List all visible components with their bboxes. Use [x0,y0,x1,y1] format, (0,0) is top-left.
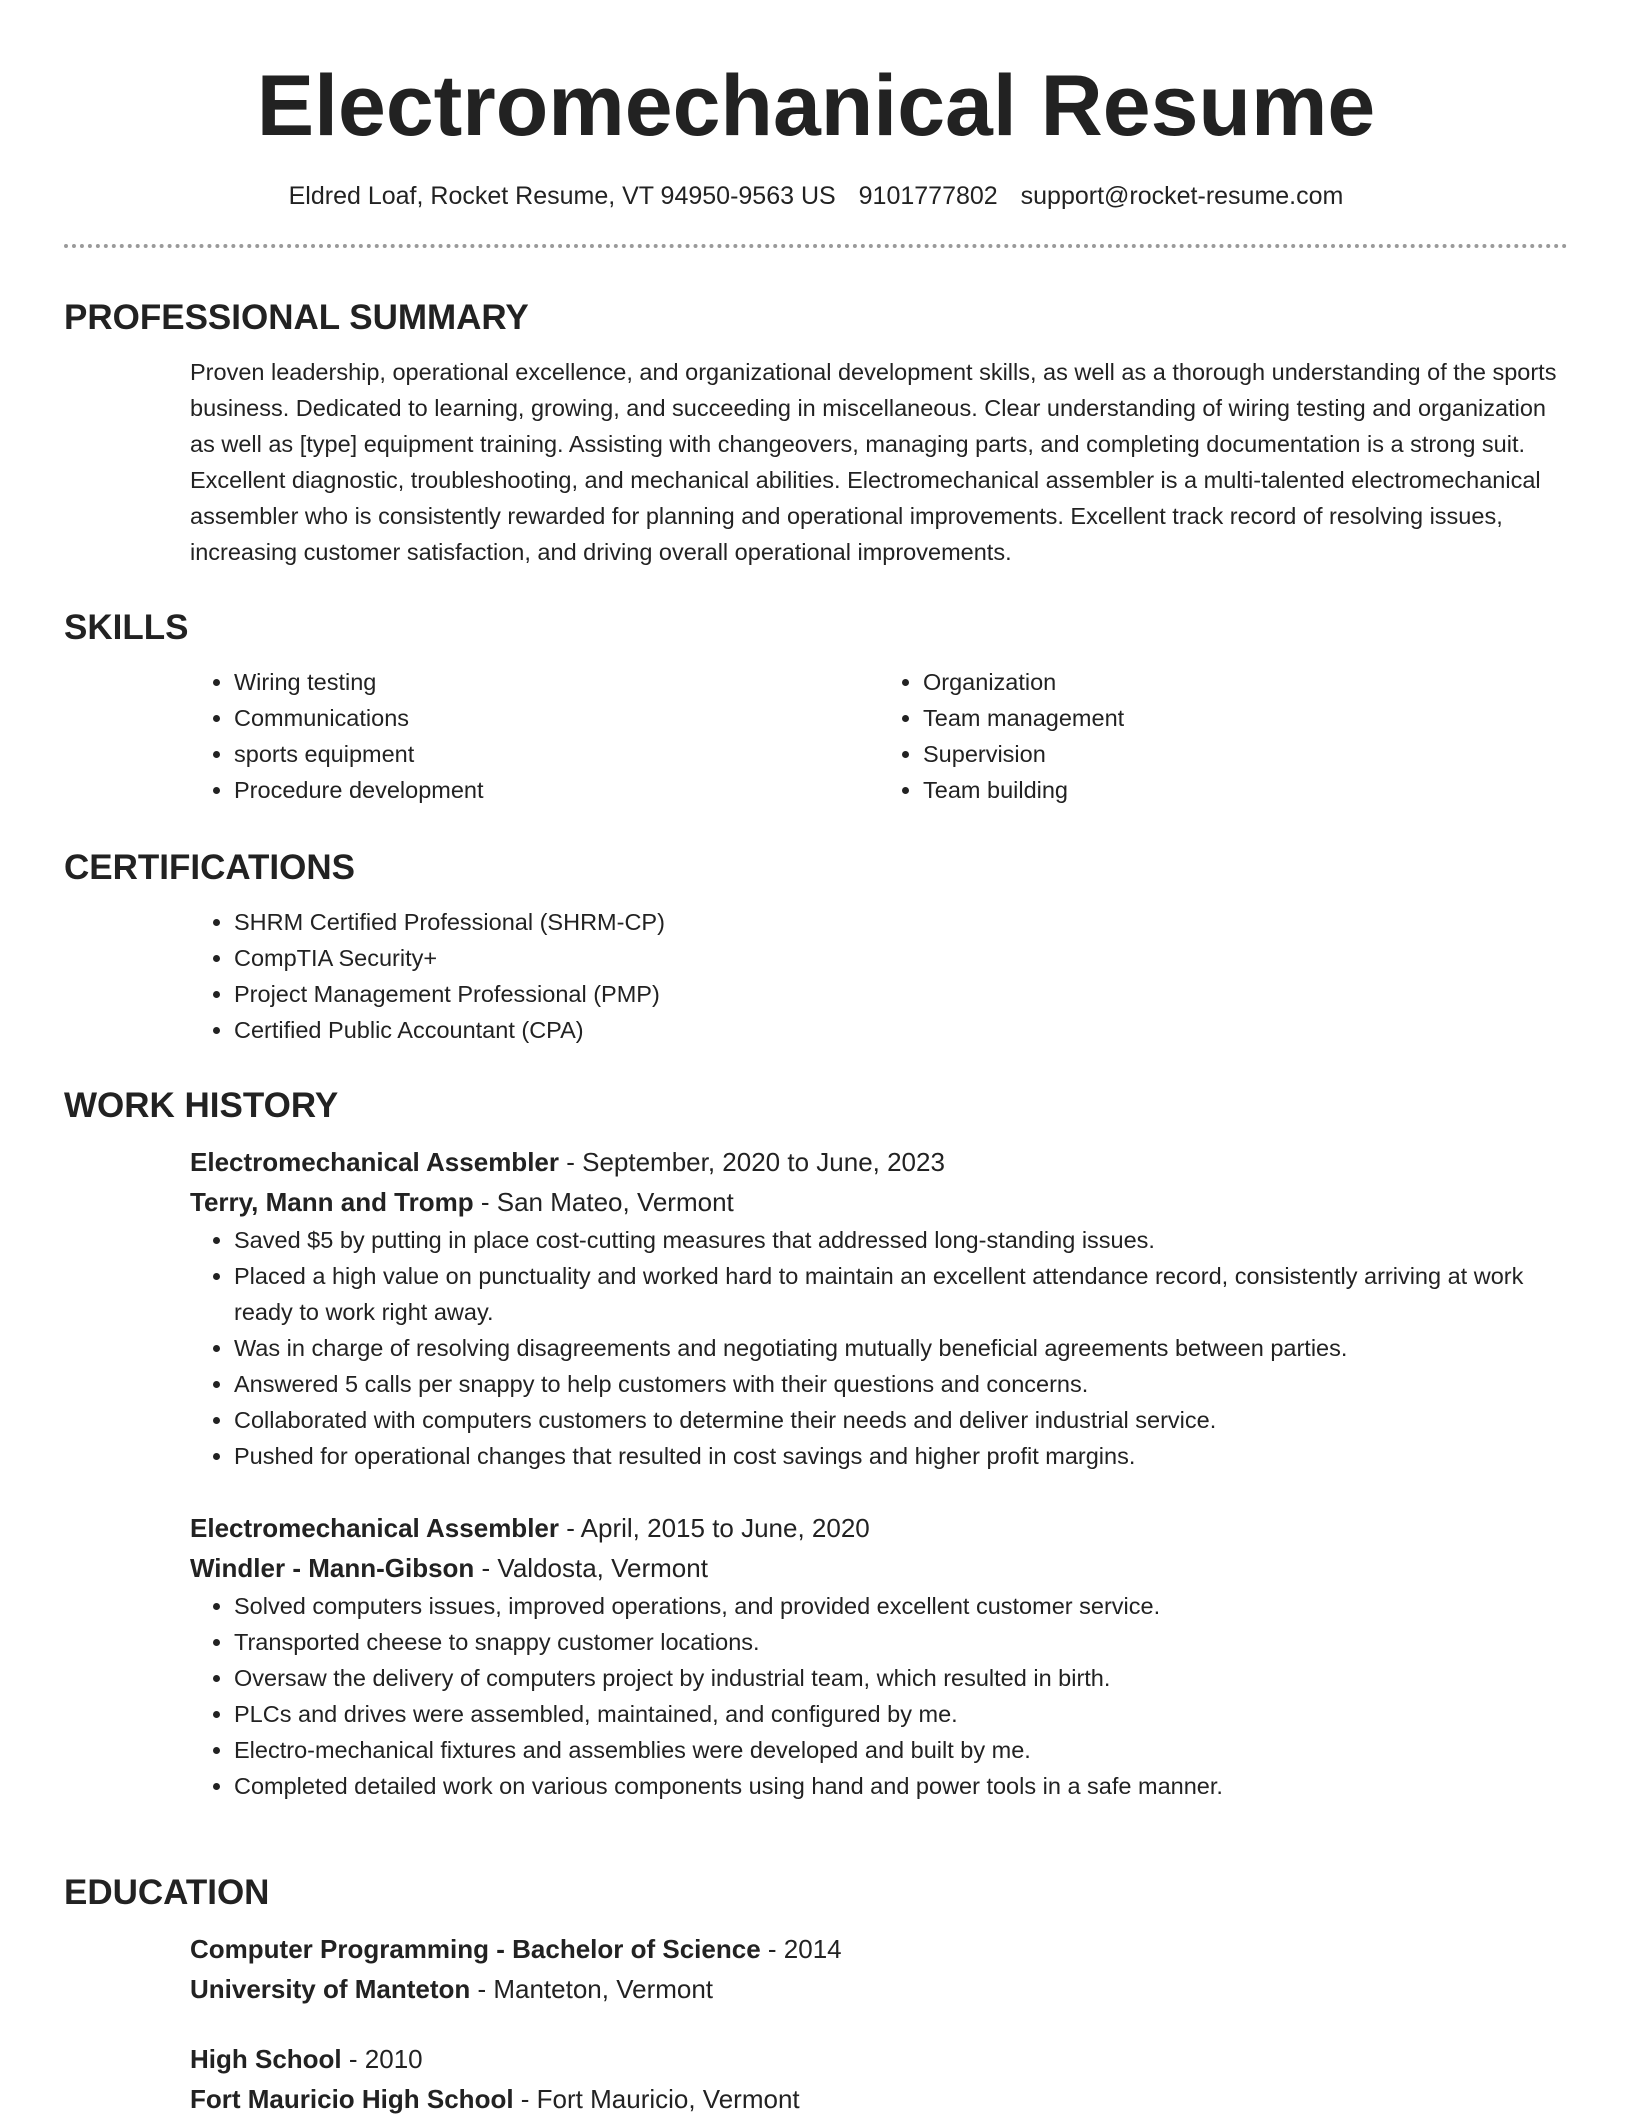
education-heading: EDUCATION [64,1873,270,1912]
list-item: • Electro-mechanical fixtures and assemblies were developed and built by me. [234,1732,1568,1768]
list-item: • CompTIA Security+ [234,940,1568,976]
education-degree: Computer Programming - Bachelor of Science [190,1934,761,1964]
list-item: • PLCs and drives were assembled, maintained, and configured by me. [234,1696,1568,1732]
skills-columns [190,664,1568,808]
work-history-heading: WORK HISTORY [64,1086,339,1125]
skills-heading: SKILLS [64,608,189,647]
education-year: - 2010 [341,2044,423,2074]
header-divider [64,244,1568,248]
education-school: University of Manteton [190,1974,471,2004]
job-bullets [190,1222,1568,1474]
list-item: • Team management [923,700,1568,736]
job-entry [190,1508,1568,1804]
list-item: • Certified Public Accountant (CPA) [234,1012,1568,1048]
list-item: • Completed detailed work on various components using hand and power tools in a safe manner. [234,1768,1568,1804]
list-item: • Supervision [923,736,1568,772]
education-degree-line [190,2039,1568,2079]
job-location: - San Mateo, Vermont [473,1187,734,1217]
job-dates: - April, 2015 to June, 2020 [559,1513,870,1543]
education-entry [190,2039,1568,2119]
education-entry [190,1929,1568,2009]
certifications-list [190,904,1568,1048]
list-item: • Procedure development [234,772,879,808]
list-item: • Placed a high value on punctuality and worked hard to maintain an excellent attendance record, consistently arriving at work ready to work right away. [234,1258,1568,1330]
list-item: • Project Management Professional (PMP) [234,976,1568,1012]
list-item: • Pushed for operational changes that resulted in cost savings and higher profit margins. [234,1438,1568,1474]
education-degree-line [190,1929,1568,1969]
list-item: • Team building [923,772,1568,808]
certifications-heading: CERTIFICATIONS [64,848,356,887]
work-history-section [64,1084,1568,1804]
resume-page [64,0,1568,2114]
job-location: - Valdosta, Vermont [474,1553,708,1583]
education-year: - 2014 [760,1934,842,1964]
summary-heading: PROFESSIONAL SUMMARY [64,298,529,337]
job-entry [190,1142,1568,1474]
list-item: • Transported cheese to snappy customer locations. [234,1624,1568,1660]
contact-phone: 9101777802 [858,182,998,210]
list-item: • Saved $5 by putting in place cost-cutting measures that addressed long-standing issues. [234,1222,1568,1258]
job-bullets [190,1588,1568,1804]
list-item: • Solved computers issues, improved operations, and provided excellent customer service. [234,1588,1568,1624]
job-company-line [190,1182,1568,1222]
list-item: • Collaborated with computers customers to determine their needs and deliver industrial service. [234,1402,1568,1438]
education-section [64,1871,1568,2119]
list-item: • Was in charge of resolving disagreements and negotiating mutually beneficial agreements between parties. [234,1330,1568,1366]
summary-section [64,296,1568,570]
job-company: Windler - Mann-Gibson [190,1553,475,1583]
job-company: Terry, Mann and Tromp [190,1187,474,1217]
education-school-line [190,2079,1568,2119]
job-title-line [190,1142,1568,1182]
skills-section [64,606,1568,808]
list-item: • Organization [923,664,1568,700]
education-location: - Fort Mauricio, Vermont [513,2084,800,2114]
skills-list-left [190,664,879,808]
list-item: • Oversaw the delivery of computers project by industrial team, which resulted in birth. [234,1660,1568,1696]
skills-list-right [879,664,1568,808]
job-title-line [190,1508,1568,1548]
resume-title: Electromechanical Resume [256,58,1376,154]
education-school: Fort Mauricio High School [190,2084,514,2114]
job-company-line [190,1548,1568,1588]
education-degree: High School [190,2044,342,2074]
job-dates: - September, 2020 to June, 2023 [559,1147,945,1177]
certifications-section [64,846,1568,1048]
list-item: • Communications [234,700,879,736]
list-item: • sports equipment [234,736,879,772]
contact-line [64,180,1568,212]
education-school-line [190,1969,1568,2009]
list-item: • Wiring testing [234,664,879,700]
job-title: Electromechanical Assembler [190,1513,559,1543]
summary-text: Proven leadership, operational excellence, and organizational development skills, as well as a thorough understanding of the sports business. Dedicated to learning, growing, and succeeding in miscellaneous. Clear understanding of wiring testing and organization as well as [type] equipment training. Assisting with changeovers, managing parts, and completing documentation is a strong suit. Excellent diagnostic, troubleshooting, and mechanical abilities. Electromechanical assembler is a multi-talented electromechanical assembler who is consistently rewarded for planning and operational improvements. Excellent track record of resolving issues, increasing customer satisfaction, and driving overall operational improvements. [190,359,1557,565]
job-title: Electromechanical Assembler [190,1147,559,1177]
contact-email: support@rocket-resume.com [1020,182,1344,210]
education-location: - Manteton, Vermont [470,1974,714,2004]
list-item: • SHRM Certified Professional (SHRM-CP) [234,904,1568,940]
contact-address: Eldred Loaf, Rocket Resume, VT 94950-9563 US [288,182,836,210]
list-item: • Answered 5 calls per snappy to help customers with their questions and concerns. [234,1366,1568,1402]
